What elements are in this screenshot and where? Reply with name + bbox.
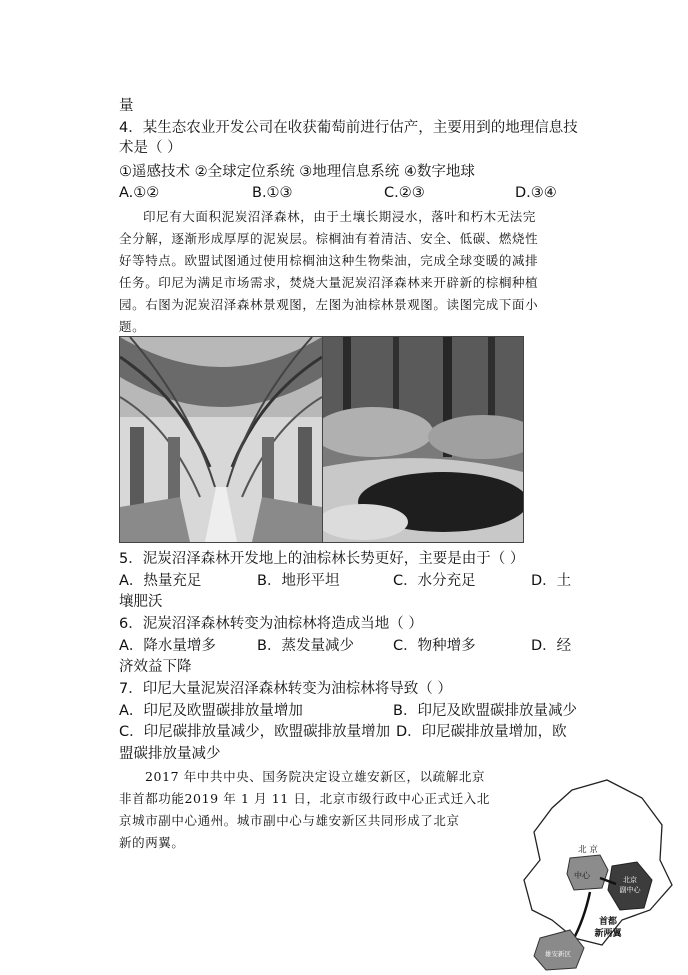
passage1-line: 任务。印尼为满足市场需求，焚烧大量泥炭沼泽森林来开辟新的棕榈种植 [119,275,539,290]
q6-option-b: B．蒸发量减少 [257,638,354,654]
q5-stem: 5．泥炭沼泽森林开发地上的油棕林长势更好，主要是由于（ ） [119,551,525,567]
map-label-wings2: 新两翼 [594,929,622,939]
q6-option-a: A．降水量增多 [119,638,216,654]
q5-option-c: C．水分充足 [393,573,476,589]
q6-option-c: C．物种增多 [393,638,476,654]
q5-option-a: A．热量充足 [119,573,202,589]
map-label-xiongan: 雄安新区 [545,950,571,958]
map-label-center: 中心 [574,871,590,880]
q7-option-a: A．印尼及欧盟碳排放量增加 [119,703,303,719]
passage2-line: 2017 年中共中央、国务院决定设立雄安新区，以疏解北京 [145,769,486,784]
q6-option-d-wrap: 济效益下降 [119,659,192,675]
passage2-line: 京城市副中心通州。城市副中心与雄安新区共同形成了北京 [119,813,460,828]
q4-items: ①遥感技术 ②全球定位系统 ③地理信息系统 ④数字地球 [119,164,475,180]
map-label-sub2: 副中心 [619,886,641,894]
map-label-wings1: 首都 [598,917,618,927]
q4-option-b: B.①③ [252,185,293,201]
q4-option-d: D.③④ [515,185,557,201]
q6-option-d: D．经 [531,638,572,654]
q7-stem: 7．印尼大量泥炭沼泽森林转变为油棕林将导致（ ） [119,681,452,697]
q7-option-c: C．印尼碳排放量减少，欧盟碳排放量增加 [119,724,391,740]
passage2-line: 非首都功能2019 年 1 月 11 日，北京市级行政中心正式迁入北 [119,791,490,806]
peat-swamp-photo-illustration [323,337,523,542]
map-label-beijing: 北 京 [578,845,598,855]
q6-stem: 6．泥炭沼泽森林转变为油棕林将造成当地（ ） [119,616,423,632]
carry-over-text: 量 [119,98,134,114]
q4-stem-line2: 术是（ ） [119,140,182,156]
oil-palm-photo-illustration [120,337,322,542]
beijing-outline-map [512,770,688,971]
beijing-xiongan-map [512,770,688,971]
q5-option-d-wrap: 壤肥沃 [119,594,163,610]
q4-stem-line1: 4．某生态农业开发公司在收获葡萄前进行估产，主要用到的地理信息技 [119,120,578,136]
q7-option-b: B．印尼及欧盟碳排放量减少 [393,703,577,719]
passage1-line: 题。 [119,319,146,334]
q5-option-d: D．土 [531,573,572,589]
q4-option-c: C.②③ [384,185,425,201]
peat-swamp-photo [322,336,524,543]
q7-option-d-wrap: 盟碳排放量减少 [119,746,221,762]
q5-option-b: B．地形平坦 [257,573,340,589]
oil-palm-photo [119,336,323,543]
q4-option-a: A.①② [119,185,160,201]
passage1-line: 全分解，逐渐形成厚厚的泥炭层。棕榈油有着清洁、安全、低碳、燃烧性 [119,231,539,246]
map-label-sub1: 北京 [623,876,637,884]
passage1-line: 印尼有大面积泥炭沼泽森林，由于土壤长期浸水，落叶和朽木无法完 [143,209,537,224]
passage1-line: 园。右图为泥炭沼泽森林景观图，左图为油棕林景观图。读图完成下面小 [119,297,539,312]
passage1-line: 好等特点。欧盟试图通过使用棕榈油这种生物柴油，完成全球变暖的减排 [119,253,539,268]
passage2-line: 新的两翼。 [119,835,185,850]
q7-option-d: D．印尼碳排放量增加，欧 [396,724,567,740]
